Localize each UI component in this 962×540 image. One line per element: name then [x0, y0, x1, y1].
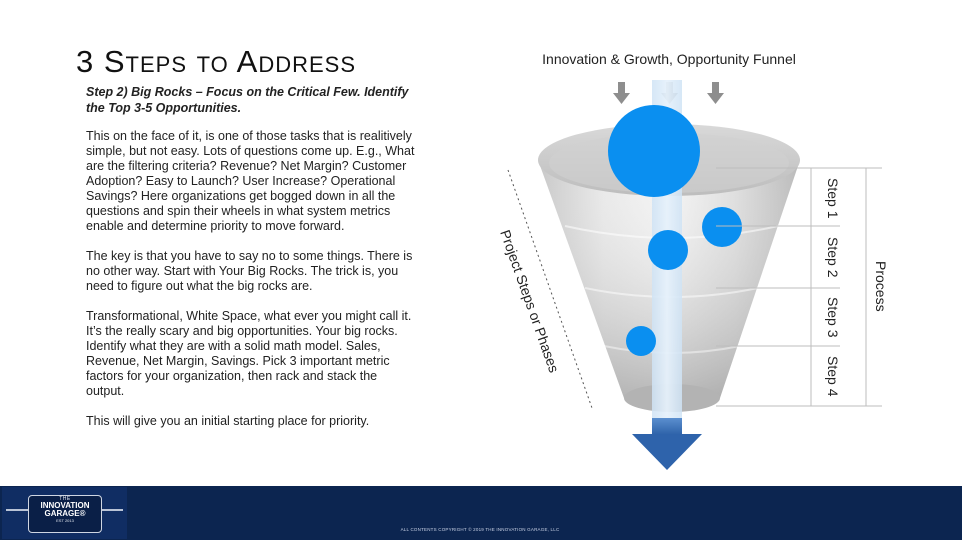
- paragraph-2: The key is that you have to say no to some things. There is no other way. Start with Your Big Rocks. The trick is, you need to figure out what the big rocks are.: [86, 249, 413, 293]
- logo-badge: [28, 495, 102, 533]
- company-logo: [2, 487, 127, 539]
- process-label: Process: [873, 261, 889, 312]
- step-2-label: Step 2: [825, 237, 841, 278]
- slide-subtitle: Step 2) Big Rocks – Focus on the Critical Few. Identify the Top 3-5 Opportunities.: [86, 85, 409, 115]
- logo-wing-right: [101, 509, 123, 511]
- paragraph-3: Transformational, White Space, what ever you might call it. It’s the really scary and big opportunities. Your big rocks. Identify what they are with a solid math model. Sales, Revenue, Net Margin, Savings. Pick 3 important metric factors for your organization, then rack and stack the output.: [86, 309, 412, 398]
- logo-main-text: INNOVATION GARAGE®: [40, 501, 90, 518]
- step-4-label: Step 4: [825, 356, 841, 397]
- funnel-title: Innovation & Growth, Opportunity Funnel: [542, 51, 796, 67]
- logo-est-text: EST 2013: [56, 518, 74, 523]
- step-1-label: Step 1: [825, 178, 841, 219]
- diagonal-label: Project Steps or Phases: [497, 227, 563, 375]
- input-arrow-right: [707, 82, 724, 104]
- logo-wing-left: [6, 509, 28, 511]
- input-arrow-left: [613, 82, 630, 104]
- bubble-medium-left: [648, 230, 688, 270]
- bubble-large: [608, 105, 700, 197]
- step-3-label: Step 3: [825, 297, 841, 338]
- bubble-small: [626, 326, 656, 356]
- paragraph-4: This will give you an initial starting place for priority.: [86, 414, 370, 428]
- paragraph-1: This on the face of it, is one of those tasks that is realitively simple, but not easy. Lots of questions come up. E.g., What are the filtering criteria? Revenue? Net Margin? Customer Adoption? Easy to Launch? User Increase? Operational Savings? Here organizations get bogged down in all the questions and spin their wheels in what system metrics enable and determine priority to move forward.: [86, 129, 415, 233]
- copyright-text: ALL CONTENTS COPYRIGHT © 2019 THE INNOVATION GARAGE, LLC: [400, 527, 560, 532]
- slide-title: 3 Steps to Address: [76, 44, 357, 79]
- bubble-medium-right: [702, 207, 742, 247]
- output-arrow: [632, 418, 702, 470]
- logo-top-text: THE: [59, 496, 71, 502]
